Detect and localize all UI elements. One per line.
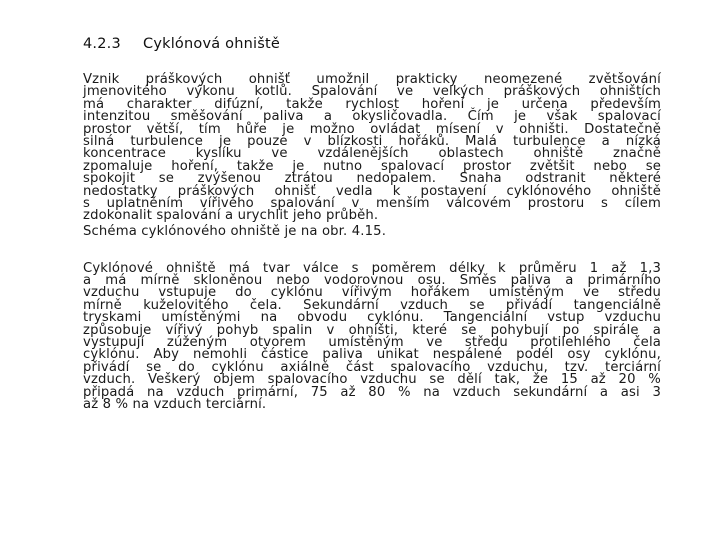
text-line: prostor větší, tím hůře je možno ovládat mísení v ohništi. Dostatečně (83, 121, 661, 137)
text-line: zpomaluje hoření, takže je nutno spalovací prostor zvětšit nebo se (83, 158, 661, 174)
text-line: cyklónu. Aby nemohli částice paliva unikat nespálené podél osy cyklónu, (83, 347, 661, 363)
text-line: koncentrace kyslíku ve vzdálenějších oblastech ohniště značně (83, 146, 661, 162)
document-page (83, 36, 661, 411)
text-line: silná turbulence je pouze v blízkosti hořáků. Malá turbulence a nízká (83, 133, 661, 149)
text-line: jmenovitého výkonu kotlů. Spalování ve velkých práškových ohništích (83, 84, 661, 100)
text-line: způsobuje vířivý pohyb spalin v ohništi, které se pohybují po spirále a (83, 322, 661, 338)
text-line: vzduchu vstupuje do cyklónu vířivým hořákem umístěným ve středu (83, 285, 661, 301)
figure-reference: Schéma cyklónového ohniště je na obr. 4.15. (83, 223, 387, 239)
text-line: vystupují zúženým otvorem umístěným ve středu protilehlého čela (83, 335, 661, 351)
paragraph-intro (83, 74, 661, 223)
section-title: Cyklónová ohniště (143, 36, 280, 52)
paragraph-gap (83, 239, 661, 263)
text-line: s uplatněním vířivého spalování v menším válcovém prostoru s cílem (83, 195, 661, 211)
text-line: tryskami umístěnými na obvodu cyklónu. Tangenciální vstup vzduchu (83, 310, 661, 326)
section-number: 4.2.3 (83, 36, 121, 52)
text-line: má charakter difúzní, takže rychlost hoření je určena především (83, 96, 661, 112)
section-heading (83, 36, 661, 52)
text-line: zdokonalit spalování a urychlit jeho průběh. (83, 208, 379, 224)
text-line: Vznik práškových ohnišť umožnil prakticky neomezené zvětšování (83, 72, 661, 87)
text-line: připadá na vzduch primární, 75 až 80 % na vzduch sekundární a asi 3 (83, 384, 661, 400)
text-line: mírně kuželovitého čela. Sekundární vzduch se přivádí tangenciálně (83, 297, 661, 313)
text-line: spokojit se zvýšenou ztrátou nedopalem. Snaha odstranit některé (83, 171, 661, 187)
text-line: Cyklónové ohniště má tvar válce s poměrem délky k průměru 1 až 1,3 (83, 260, 661, 276)
text-line: vzduch. Veškerý objem spalovacího vzduchu se dělí tak, že 15 až 20 % (83, 372, 661, 388)
text-line: intenzitou směšování paliva a okysličovadla. Čím je však spalovací (83, 109, 661, 125)
text-line: přivádí se do cyklónu axiálně část spalovacího vzduchu, tzv. terciární (83, 359, 661, 375)
text-line: a má mírně skloněnou nebo vodorovnou osu. Směs paliva a primárního (83, 273, 661, 289)
text-line: nedostatky práškových ohnišť vedla k postavení cyklónového ohniště (83, 183, 661, 199)
paragraph-description (83, 260, 661, 412)
text-line: až 8 % na vzduch terciární. (83, 396, 267, 412)
